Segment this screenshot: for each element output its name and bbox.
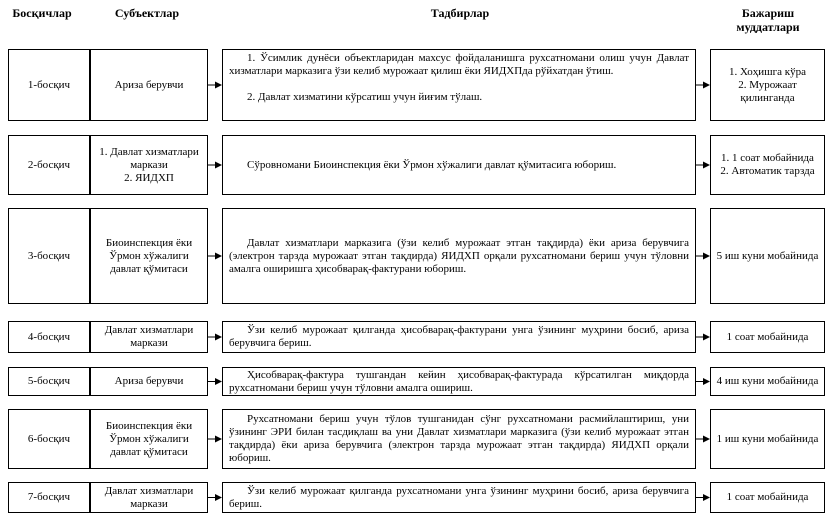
deadline-text: 1 иш куни мобайнида	[716, 432, 819, 445]
deadline-text: 1. Хоҳишга кўра	[729, 65, 806, 78]
action-text: Ўзи келиб мурожаат қилганда ҳисобварақ-фактурани унга ўзининг муҳрини босиб, ариза берувчига бериш.	[229, 324, 689, 349]
action-text: Рухсатномани бериш учун тўлов тушганидан сўнг рухсатномани расмийлаштириш, уни ўзининг ЭРИ билан тасдиқлаш ва уни Давлат хизматлари марказига (ўзи келиб мурожаат этган тақдирда) ёки ариза берувчига (электрон тарзда мурожаат этган тақдирда) ЯИДХП орқали юбориш.	[229, 413, 689, 464]
header-subjects: Субъектлар	[114, 6, 180, 20]
deadline-text: 2. Автоматик тарзда	[720, 165, 815, 177]
stage-box: 5-босқич	[8, 367, 90, 396]
action-text: 1. Ўсимлик дунёси объектларидан махсус фойдаланишга рухсатномани олиш учун Давлат хизматлари марказига ўзи келиб мурожаат қилиш ёки ЯИДХПда рўйхатдан ўтиш.	[229, 52, 689, 77]
stage-box: 6-босқич	[8, 409, 90, 469]
deadline-text: 1 соат мобайнида	[726, 491, 809, 503]
stage-box: 1-босқич	[8, 49, 90, 121]
subject-line: Биоинспекция ёки Ўрмон хўжалиги давлат қўмитаси	[105, 419, 193, 458]
stage-box: 3-босқич	[8, 208, 90, 304]
subject-line: Биоинспекция ёки Ўрмон хўжалиги давлат қўмитаси	[105, 236, 193, 275]
action-text: Ўзи келиб мурожаат қилганда рухсатномани унга ўзининг муҳрини босиб, ариза берувчига бериш.	[229, 484, 689, 510]
deadline-text: 2. Мурожаат қилинганда	[738, 78, 797, 104]
header-actions: Тадбирлар	[430, 6, 490, 20]
header-stages: Босқичлар	[12, 6, 72, 20]
header-deadline: Бажариш муддатлари	[736, 6, 800, 34]
action-text: Давлат хизматлари марказига (ўзи келиб мурожаат этган тақдирда) ёки ариза берувчига (электрон тарзда мурожаат этган тақдирда) ЯИДХП орқали рухсатномани бериш учун тўловни амалга оширишга ҳисобварақ-фактурани юбориш.	[229, 236, 689, 275]
subject-line: 1. Давлат хизматлари маркази	[99, 145, 199, 171]
stage-box: 7-босқич	[8, 482, 90, 513]
action-text: 2. Давлат хизматини кўрсатиш учун йиғим тўлаш.	[247, 91, 483, 103]
stage-box: 4-босқич	[8, 321, 90, 353]
action-text: Ҳисобварақ-фактура тушгандан кейин ҳисобварақ-фактурада кўрсатилган миқдорда рухсатномани бериш учун тўловни амалга ошириш.	[229, 368, 689, 394]
deadline-text: 5 иш куни мобайнида	[716, 249, 819, 262]
subject-line: Ариза берувчи	[114, 375, 184, 387]
subject-line: Давлат хизматлари маркази	[104, 324, 194, 349]
deadline-text: 4 иш куни мобайнида	[716, 375, 819, 387]
stage-box: 2-босқич	[8, 135, 90, 195]
subject-line: Ариза берувчи	[114, 78, 184, 91]
deadline-text: 1 соат мобайнида	[726, 330, 809, 343]
action-text: Сўровномани Биоинспекция ёки Ўрмон хўжалиги давлат қўмитасига юбориш.	[247, 158, 617, 171]
deadline-text: 1. 1 соат мобайнида	[721, 152, 814, 164]
subject-line: Давлат хизматлари маркази	[104, 484, 194, 510]
subject-line: 2. ЯИДХП	[124, 171, 174, 184]
